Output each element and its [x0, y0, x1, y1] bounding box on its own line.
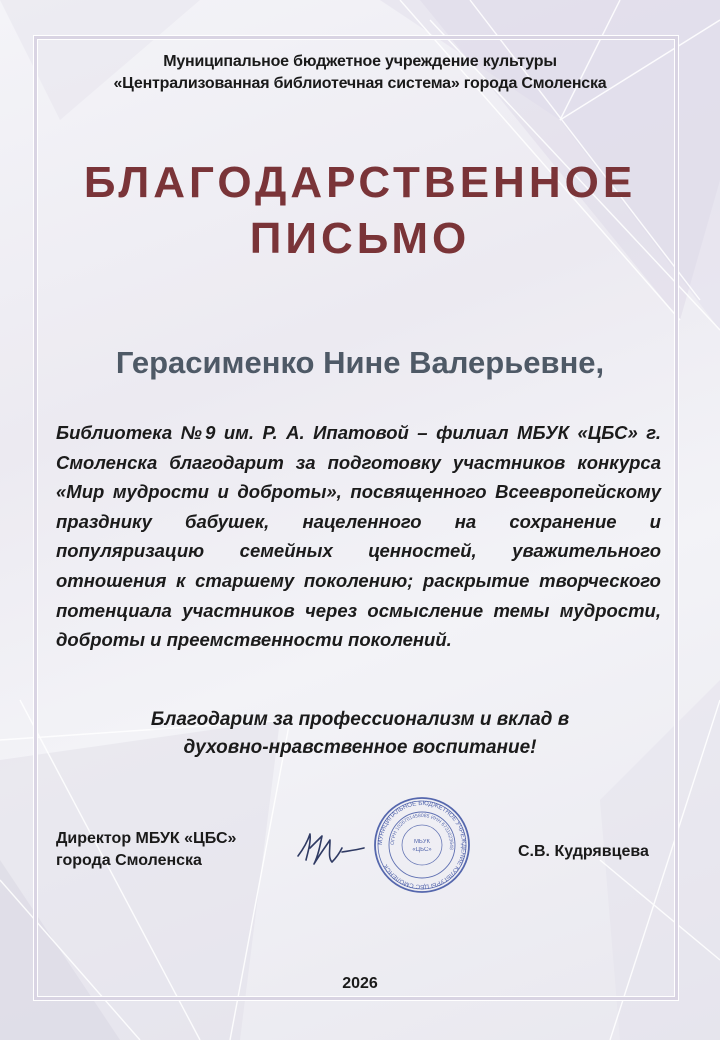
closing-line2: духовно-нравственное воспитание!: [183, 737, 537, 758]
director-position-line2: города Смоленска: [56, 852, 202, 869]
organization-name-line1: Муниципальное бюджетное учреждение культуры: [163, 53, 557, 70]
closing-line1: Благодарим за профессионализм и вклад в: [150, 709, 570, 730]
svg-text:«ЦБС»: «ЦБС»: [412, 847, 432, 853]
director-name: С.В. Кудрявцева: [518, 843, 649, 860]
svg-text:ОГРН 1026701458085 ИНН 6731023: ОГРН 1026701458085 ИНН 6731023648: [389, 812, 455, 851]
document-title-line2: ПИСЬМО: [249, 214, 471, 263]
document-title-line1: БЛАГОДАРСТВЕННОЕ: [83, 158, 637, 207]
organization-name-line2: «Централизованная библиотечная система» города Смоленска: [113, 75, 607, 92]
official-seal-stamp: [372, 795, 472, 895]
document-year: 2026: [342, 975, 378, 992]
svg-text:МБУК: МБУК: [413, 839, 431, 845]
recipient-name: Герасименко Нине Валерьевне,: [115, 345, 605, 380]
director-position-line1: Директор МБУК «ЦБС»: [56, 830, 237, 847]
body-paragraph: Библиотека №9 им. Р. А. Ипатовой – филиал МБУК «ЦБС» г. Смоленска благодарит за подготовку участников конкурса «Мир мудрости и доброты», посвященного Всеевропейскому празднику бабушек, нацеленного на сохранение и популяризацию семейных ценностей, уважительного отношения к старшему поколению; раскрытие творческого потенциала участников через осмысление темы мудрости, доброты и преемственности поколений.: [56, 422, 661, 651]
svg-text:МУНИЦИПАЛЬНОЕ БЮДЖЕТНОЕ УЧРЕЖД: МУНИЦИПАЛЬНОЕ БЮДЖЕТНОЕ УЧРЕЖДЕНИЕ КУЛЬТУРЫ ЦБС СМОЛЕНСК: [376, 799, 468, 891]
handwritten-signature: [290, 818, 370, 878]
